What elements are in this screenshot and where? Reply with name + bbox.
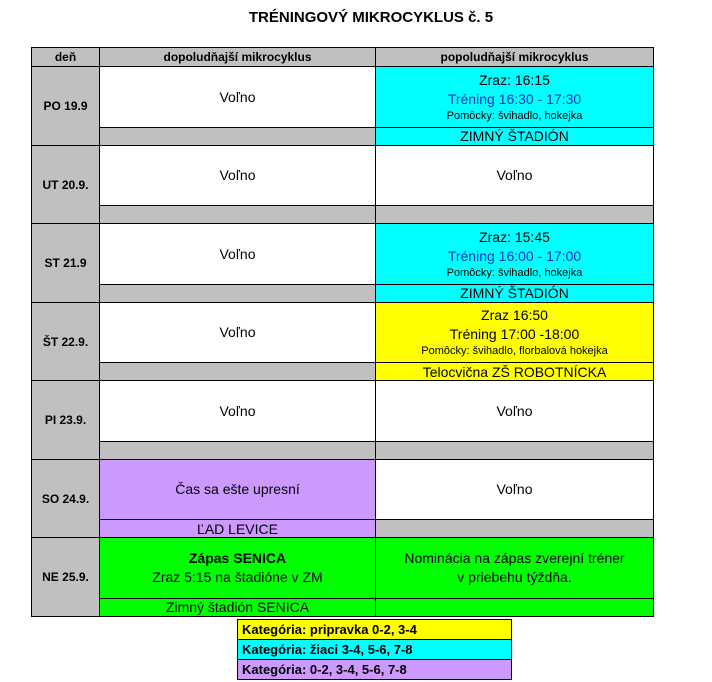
- afternoon-place: Telocvična ZŠ ROBOTNÍCKA: [376, 363, 654, 381]
- table-row: [32, 302, 654, 362]
- header-morning: dopoludňajší mikrocyklus: [100, 48, 376, 67]
- category-legend: [237, 619, 512, 680]
- table-row: [32, 67, 654, 127]
- table-row: [32, 381, 654, 441]
- afternoon-place: [376, 598, 654, 616]
- morning-cell: Voľno: [100, 302, 376, 362]
- place-row: [32, 520, 654, 538]
- page-title: TRÉNINGOVÝ MIKROCYKLUS č. 5: [248, 9, 494, 26]
- day-cell: ST 21.9: [32, 224, 100, 303]
- training-time: Tréning 16:30 - 17:30: [447, 90, 582, 107]
- header-afternoon: popoludňajší mikrocyklus: [376, 48, 654, 67]
- afternoon-place: [376, 206, 654, 224]
- place-row: [32, 284, 654, 302]
- morning-place: [100, 284, 376, 302]
- day-cell: SO 24.9.: [32, 459, 100, 538]
- nomination-line-2: v priebehu týždňa.: [457, 568, 572, 585]
- tools-text: Pomôcky: švihadlo, hokejka: [446, 266, 583, 279]
- afternoon-place: ZIMNÝ ŠTADIÓN: [376, 284, 654, 302]
- day-cell: ŠT 22.9.: [32, 302, 100, 381]
- meet-time: Zraz: 16:15: [479, 71, 550, 88]
- morning-cell: Voľno: [100, 381, 376, 441]
- table-row: [32, 145, 654, 205]
- day-cell: UT 20.9.: [32, 145, 100, 224]
- morning-place: [100, 206, 376, 224]
- training-time: Tréning 16:00 - 17:00: [447, 247, 582, 264]
- place-row: [32, 363, 654, 381]
- match-title: Zápas SENICA: [188, 549, 287, 566]
- table-row: [32, 224, 654, 284]
- morning-place: Zimný štadión SENICA: [100, 598, 376, 616]
- morning-cell: Voľno: [100, 67, 376, 127]
- tools-text: Pomôcky: švihadlo, florbalová hokejka: [421, 345, 608, 358]
- morning-place: ĽAD LEVICE: [100, 520, 376, 538]
- afternoon-place: [376, 441, 654, 459]
- place-row: [32, 127, 654, 145]
- place-row: [32, 206, 654, 224]
- day-cell: NE 25.9.: [32, 538, 100, 617]
- afternoon-cell: [376, 302, 654, 362]
- morning-cell: [100, 538, 376, 598]
- meet-time: Zraz: 15:45: [479, 228, 550, 245]
- header-row: [32, 48, 654, 67]
- morning-place: [100, 363, 376, 381]
- afternoon-place: ZIMNÝ ŠTADIÓN: [376, 127, 654, 145]
- legend-item-all: Kategória: 0-2, 3-4, 5-6, 7-8: [238, 660, 512, 680]
- place-row: [32, 441, 654, 459]
- match-meet: Zraz 5:15 na štadióne v ZM: [152, 568, 323, 585]
- table-row: [32, 538, 654, 598]
- place-row: [32, 598, 654, 616]
- afternoon-place: [376, 520, 654, 538]
- morning-cell: Voľno: [100, 145, 376, 205]
- legend-item-pripravka: Kategória: pripravka 0-2, 3-4: [238, 620, 512, 640]
- tools-text: Pomôcky: švihadlo, hokejka: [446, 109, 583, 122]
- header-day: deň: [32, 48, 100, 67]
- morning-cell: Čas sa ešte upresní: [100, 459, 376, 519]
- afternoon-cell: [376, 538, 654, 598]
- morning-place: [100, 127, 376, 145]
- afternoon-cell: Voľno: [376, 459, 654, 519]
- morning-cell: Voľno: [100, 224, 376, 284]
- meet-time: Zraz 16:50: [481, 307, 548, 324]
- afternoon-cell: Voľno: [376, 145, 654, 205]
- afternoon-cell: [376, 224, 654, 284]
- training-time: Tréning 17:00 -18:00: [449, 326, 580, 343]
- afternoon-cell: Voľno: [376, 381, 654, 441]
- day-cell: PI 23.9.: [32, 381, 100, 460]
- legend-item-ziaci: Kategória: žiaci 3-4, 5-6, 7-8: [238, 640, 512, 660]
- table-row: [32, 459, 654, 519]
- schedule-table: [31, 47, 654, 617]
- day-cell: PO 19.9: [32, 67, 100, 146]
- afternoon-cell: [376, 67, 654, 127]
- morning-place: [100, 441, 376, 459]
- nomination-line-1: Nominácia na zápas zverejní tréner: [404, 549, 625, 566]
